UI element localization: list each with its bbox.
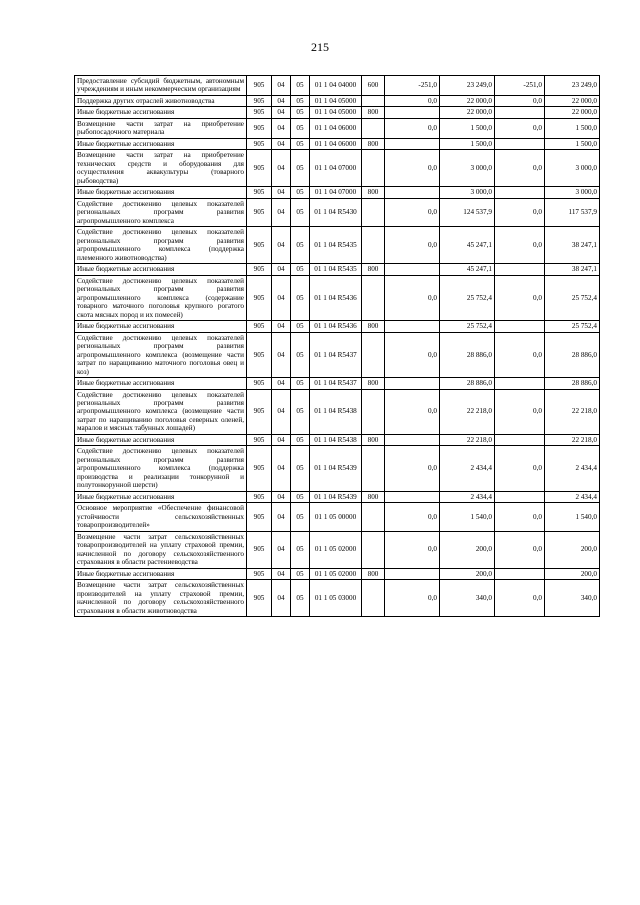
total-amount-1-cell: 45 247,1 <box>440 227 495 264</box>
total-amount-1-cell: 28 886,0 <box>440 332 495 377</box>
ved-code-cell: 905 <box>247 434 272 445</box>
ved-code-cell: 905 <box>247 264 272 275</box>
subsection-code-cell: 05 <box>291 446 310 491</box>
section-code-cell: 04 <box>272 150 291 187</box>
target-article-cell: 01 1 04 R5439 <box>310 446 362 491</box>
change-amount-1-cell: 0,0 <box>385 446 440 491</box>
ved-code-cell: 905 <box>247 95 272 106</box>
target-article-cell: 01 1 04 R5438 <box>310 389 362 434</box>
subsection-code-cell: 05 <box>291 187 310 198</box>
change-amount-1-cell: 0,0 <box>385 275 440 320</box>
row-name-cell: Возмещение части затрат на приобретение рыбопосадочного материала <box>75 118 247 138</box>
subsection-code-cell: 05 <box>291 76 310 96</box>
row-name-cell: Иные бюджетные ассигнования <box>75 378 247 389</box>
target-article-cell: 01 1 04 R5430 <box>310 198 362 226</box>
change-amount-1-cell: 0,0 <box>385 332 440 377</box>
section-code-cell: 04 <box>272 332 291 377</box>
expense-type-cell <box>362 503 385 531</box>
subsection-code-cell: 05 <box>291 378 310 389</box>
total-amount-1-cell: 1 500,0 <box>440 118 495 138</box>
row-name-cell: Иные бюджетные ассигнования <box>75 491 247 502</box>
change-amount-1-cell: 0,0 <box>385 227 440 264</box>
expense-type-cell: 800 <box>362 321 385 332</box>
subsection-code-cell: 05 <box>291 491 310 502</box>
table-body <box>75 76 600 617</box>
section-code-cell: 04 <box>272 580 291 617</box>
section-code-cell: 04 <box>272 138 291 149</box>
table-row <box>75 378 600 389</box>
target-article-cell: 01 1 04 R5436 <box>310 321 362 332</box>
expense-type-cell: 800 <box>362 138 385 149</box>
ved-code-cell: 905 <box>247 187 272 198</box>
expense-type-cell <box>362 95 385 106</box>
total-amount-2-cell: 38 247,1 <box>545 264 600 275</box>
section-code-cell: 04 <box>272 389 291 434</box>
total-amount-1-cell: 28 886,0 <box>440 378 495 389</box>
section-code-cell: 04 <box>272 378 291 389</box>
ved-code-cell: 905 <box>247 150 272 187</box>
ved-code-cell: 905 <box>247 389 272 434</box>
total-amount-2-cell: 25 752,4 <box>545 321 600 332</box>
total-amount-2-cell: 2 434,4 <box>545 446 600 491</box>
expense-type-cell: 800 <box>362 378 385 389</box>
section-code-cell: 04 <box>272 446 291 491</box>
target-article-cell: 01 1 04 R5438 <box>310 434 362 445</box>
ved-code-cell: 905 <box>247 378 272 389</box>
total-amount-1-cell: 200,0 <box>440 568 495 579</box>
change-amount-1-cell <box>385 434 440 445</box>
section-code-cell: 04 <box>272 568 291 579</box>
subsection-code-cell: 05 <box>291 580 310 617</box>
change-amount-1-cell <box>385 568 440 579</box>
row-name-cell: Содействие достижению целевых показателей региональных программ развития агропромышленного комплекса (поддержка производства и реализации тонкорунной и полутонкорунной шерсти) <box>75 446 247 491</box>
table-row <box>75 95 600 106</box>
change-amount-1-cell: -251,0 <box>385 76 440 96</box>
ved-code-cell: 905 <box>247 275 272 320</box>
total-amount-2-cell: 340,0 <box>545 580 600 617</box>
section-code-cell: 04 <box>272 531 291 568</box>
table-row <box>75 275 600 320</box>
target-article-cell: 01 1 04 07000 <box>310 187 362 198</box>
section-code-cell: 04 <box>272 107 291 118</box>
ved-code-cell: 905 <box>247 107 272 118</box>
expense-type-cell <box>362 198 385 226</box>
change-amount-1-cell <box>385 321 440 332</box>
change-amount-2-cell: 0,0 <box>495 118 545 138</box>
table-row <box>75 198 600 226</box>
change-amount-2-cell <box>495 378 545 389</box>
total-amount-1-cell: 124 537,9 <box>440 198 495 226</box>
expense-type-cell <box>362 150 385 187</box>
total-amount-2-cell: 25 752,4 <box>545 275 600 320</box>
row-name-cell: Содействие достижению целевых показателей региональных программ развития агропромышленного комплекса (содержание товарного маточного поголовья крупного рогатого скота мясных пород и их помесей) <box>75 275 247 320</box>
total-amount-2-cell: 1 500,0 <box>545 118 600 138</box>
expense-type-cell <box>362 118 385 138</box>
row-name-cell: Возмещение части затрат сельскохозяйственных товаропроизводителей на уплату страховой премии, начисленной по договору сельскохозяйственного страхования в области растениеводства <box>75 531 247 568</box>
total-amount-2-cell: 1 540,0 <box>545 503 600 531</box>
change-amount-1-cell: 0,0 <box>385 95 440 106</box>
subsection-code-cell: 05 <box>291 531 310 568</box>
section-code-cell: 04 <box>272 321 291 332</box>
ved-code-cell: 905 <box>247 76 272 96</box>
total-amount-2-cell: 3 000,0 <box>545 150 600 187</box>
target-article-cell: 01 1 04 R5435 <box>310 227 362 264</box>
table-row <box>75 187 600 198</box>
change-amount-2-cell: 0,0 <box>495 389 545 434</box>
target-article-cell: 01 1 05 02000 <box>310 531 362 568</box>
subsection-code-cell: 05 <box>291 321 310 332</box>
subsection-code-cell: 05 <box>291 503 310 531</box>
row-name-cell: Иные бюджетные ассигнования <box>75 321 247 332</box>
section-code-cell: 04 <box>272 491 291 502</box>
total-amount-1-cell: 22 000,0 <box>440 95 495 106</box>
total-amount-2-cell: 3 000,0 <box>545 187 600 198</box>
subsection-code-cell: 05 <box>291 332 310 377</box>
target-article-cell: 01 1 04 05000 <box>310 95 362 106</box>
total-amount-1-cell: 23 249,0 <box>440 76 495 96</box>
expense-type-cell: 800 <box>362 434 385 445</box>
row-name-cell: Основное мероприятие «Обеспечение финансовой устойчивости сельскохозяйственных товаропроизводителей» <box>75 503 247 531</box>
page-number: 215 <box>311 40 329 54</box>
row-name-cell: Предоставление субсидий бюджетным, автономным учреждениям и иным некоммерческим организациям <box>75 76 247 96</box>
subsection-code-cell: 05 <box>291 107 310 118</box>
change-amount-2-cell: 0,0 <box>495 95 545 106</box>
subsection-code-cell: 05 <box>291 118 310 138</box>
section-code-cell: 04 <box>272 275 291 320</box>
subsection-code-cell: 05 <box>291 389 310 434</box>
table-row <box>75 107 600 118</box>
total-amount-2-cell: 22 000,0 <box>545 107 600 118</box>
total-amount-2-cell: 28 886,0 <box>545 378 600 389</box>
total-amount-2-cell: 38 247,1 <box>545 227 600 264</box>
change-amount-1-cell <box>385 187 440 198</box>
expense-type-cell <box>362 227 385 264</box>
ved-code-cell: 905 <box>247 531 272 568</box>
change-amount-1-cell <box>385 378 440 389</box>
target-article-cell: 01 1 05 00000 <box>310 503 362 531</box>
total-amount-1-cell: 45 247,1 <box>440 264 495 275</box>
expense-type-cell: 800 <box>362 187 385 198</box>
change-amount-2-cell: 0,0 <box>495 332 545 377</box>
table-row <box>75 332 600 377</box>
change-amount-1-cell: 0,0 <box>385 531 440 568</box>
total-amount-1-cell: 200,0 <box>440 531 495 568</box>
section-code-cell: 04 <box>272 264 291 275</box>
section-code-cell: 04 <box>272 187 291 198</box>
total-amount-2-cell: 2 434,4 <box>545 491 600 502</box>
ved-code-cell: 905 <box>247 198 272 226</box>
target-article-cell: 01 1 04 R5435 <box>310 264 362 275</box>
change-amount-2-cell: 0,0 <box>495 198 545 226</box>
ved-code-cell: 905 <box>247 491 272 502</box>
table-row <box>75 118 600 138</box>
total-amount-1-cell: 22 218,0 <box>440 389 495 434</box>
subsection-code-cell: 05 <box>291 568 310 579</box>
change-amount-1-cell: 0,0 <box>385 503 440 531</box>
subsection-code-cell: 05 <box>291 275 310 320</box>
change-amount-2-cell: 0,0 <box>495 531 545 568</box>
target-article-cell: 01 1 04 04000 <box>310 76 362 96</box>
total-amount-2-cell: 22 218,0 <box>545 389 600 434</box>
table-row <box>75 434 600 445</box>
expense-type-cell: 800 <box>362 491 385 502</box>
table-row <box>75 227 600 264</box>
section-code-cell: 04 <box>272 227 291 264</box>
expense-type-cell <box>362 389 385 434</box>
change-amount-1-cell <box>385 138 440 149</box>
row-name-cell: Иные бюджетные ассигнования <box>75 568 247 579</box>
table-row <box>75 264 600 275</box>
target-article-cell: 01 1 05 03000 <box>310 580 362 617</box>
total-amount-2-cell: 22 000,0 <box>545 95 600 106</box>
change-amount-2-cell <box>495 187 545 198</box>
total-amount-2-cell: 1 500,0 <box>545 138 600 149</box>
subsection-code-cell: 05 <box>291 227 310 264</box>
change-amount-2-cell: -251,0 <box>495 76 545 96</box>
row-name-cell: Содействие достижению целевых показателей региональных программ развития агропромышленного комплекса <box>75 198 247 226</box>
ved-code-cell: 905 <box>247 568 272 579</box>
total-amount-1-cell: 22 218,0 <box>440 434 495 445</box>
total-amount-1-cell: 1 500,0 <box>440 138 495 149</box>
expense-type-cell <box>362 275 385 320</box>
ved-code-cell: 905 <box>247 446 272 491</box>
total-amount-2-cell: 28 886,0 <box>545 332 600 377</box>
total-amount-1-cell: 22 000,0 <box>440 107 495 118</box>
row-name-cell: Иные бюджетные ассигнования <box>75 264 247 275</box>
table-row <box>75 389 600 434</box>
change-amount-2-cell <box>495 264 545 275</box>
total-amount-2-cell: 22 218,0 <box>545 434 600 445</box>
row-name-cell: Иные бюджетные ассигнования <box>75 187 247 198</box>
change-amount-2-cell <box>495 107 545 118</box>
row-name-cell: Поддержка других отраслей животноводства <box>75 95 247 106</box>
target-article-cell: 01 1 04 R5436 <box>310 275 362 320</box>
section-code-cell: 04 <box>272 95 291 106</box>
subsection-code-cell: 05 <box>291 264 310 275</box>
row-name-cell: Содействие достижению целевых показателей региональных программ развития агропромышленного комплекса (возмещение части затрат по наращиванию маточного поголовья овец и коз) <box>75 332 247 377</box>
total-amount-1-cell: 2 434,4 <box>440 491 495 502</box>
change-amount-2-cell: 0,0 <box>495 227 545 264</box>
expense-type-cell: 600 <box>362 76 385 96</box>
target-article-cell: 01 1 04 06000 <box>310 138 362 149</box>
table-row <box>75 491 600 502</box>
total-amount-2-cell: 200,0 <box>545 568 600 579</box>
ved-code-cell: 905 <box>247 227 272 264</box>
row-name-cell: Возмещение части затрат сельскохозяйственных производителей на уплату страховой премии, начисленной по договору сельскохозяйственного страхования в области животноводства <box>75 580 247 617</box>
subsection-code-cell: 05 <box>291 198 310 226</box>
ved-code-cell: 905 <box>247 118 272 138</box>
change-amount-1-cell: 0,0 <box>385 118 440 138</box>
section-code-cell: 04 <box>272 76 291 96</box>
change-amount-1-cell <box>385 491 440 502</box>
total-amount-1-cell: 3 000,0 <box>440 150 495 187</box>
subsection-code-cell: 05 <box>291 150 310 187</box>
total-amount-2-cell: 200,0 <box>545 531 600 568</box>
expense-type-cell <box>362 531 385 568</box>
table-row <box>75 568 600 579</box>
row-name-cell: Иные бюджетные ассигнования <box>75 434 247 445</box>
change-amount-2-cell: 0,0 <box>495 503 545 531</box>
change-amount-2-cell: 0,0 <box>495 275 545 320</box>
total-amount-2-cell: 117 537,9 <box>545 198 600 226</box>
change-amount-2-cell: 0,0 <box>495 580 545 617</box>
table-row <box>75 531 600 568</box>
subsection-code-cell: 05 <box>291 95 310 106</box>
target-article-cell: 01 1 04 R5437 <box>310 378 362 389</box>
change-amount-2-cell <box>495 568 545 579</box>
total-amount-1-cell: 340,0 <box>440 580 495 617</box>
target-article-cell: 01 1 04 06000 <box>310 118 362 138</box>
change-amount-2-cell <box>495 138 545 149</box>
row-name-cell: Содействие достижению целевых показателей региональных программ развития агропромышленного комплекса (возмещение части затрат по наращиванию поголовья северных оленей, маралов и мясных табунных лошадей) <box>75 389 247 434</box>
table-row <box>75 150 600 187</box>
section-code-cell: 04 <box>272 434 291 445</box>
section-code-cell: 04 <box>272 503 291 531</box>
change-amount-1-cell: 0,0 <box>385 389 440 434</box>
expense-type-cell <box>362 446 385 491</box>
total-amount-1-cell: 3 000,0 <box>440 187 495 198</box>
table-row <box>75 503 600 531</box>
change-amount-1-cell: 0,0 <box>385 198 440 226</box>
change-amount-1-cell <box>385 107 440 118</box>
row-name-cell: Содействие достижению целевых показателей региональных программ развития агропромышленного комплекса (поддержка племенного животноводства) <box>75 227 247 264</box>
change-amount-2-cell <box>495 491 545 502</box>
subsection-code-cell: 05 <box>291 138 310 149</box>
change-amount-2-cell: 0,0 <box>495 446 545 491</box>
change-amount-2-cell <box>495 321 545 332</box>
total-amount-1-cell: 25 752,4 <box>440 275 495 320</box>
table-row <box>75 446 600 491</box>
table-row <box>75 321 600 332</box>
target-article-cell: 01 1 04 05000 <box>310 107 362 118</box>
table-row <box>75 138 600 149</box>
change-amount-1-cell: 0,0 <box>385 580 440 617</box>
ved-code-cell: 905 <box>247 138 272 149</box>
expense-type-cell <box>362 332 385 377</box>
change-amount-2-cell <box>495 434 545 445</box>
row-name-cell: Иные бюджетные ассигнования <box>75 107 247 118</box>
ved-code-cell: 905 <box>247 332 272 377</box>
change-amount-2-cell: 0,0 <box>495 150 545 187</box>
section-code-cell: 04 <box>272 118 291 138</box>
expense-type-cell: 800 <box>362 264 385 275</box>
total-amount-1-cell: 25 752,4 <box>440 321 495 332</box>
change-amount-1-cell <box>385 264 440 275</box>
total-amount-1-cell: 2 434,4 <box>440 446 495 491</box>
ved-code-cell: 905 <box>247 503 272 531</box>
table-row <box>75 76 600 96</box>
subsection-code-cell: 05 <box>291 434 310 445</box>
target-article-cell: 01 1 04 07000 <box>310 150 362 187</box>
total-amount-1-cell: 1 540,0 <box>440 503 495 531</box>
table-row <box>75 580 600 617</box>
budget-table <box>74 75 600 617</box>
target-article-cell: 01 1 04 R5437 <box>310 332 362 377</box>
row-name-cell: Иные бюджетные ассигнования <box>75 138 247 149</box>
target-article-cell: 01 1 04 R5439 <box>310 491 362 502</box>
expense-type-cell: 800 <box>362 107 385 118</box>
expense-type-cell <box>362 580 385 617</box>
expense-type-cell: 800 <box>362 568 385 579</box>
ved-code-cell: 905 <box>247 580 272 617</box>
row-name-cell: Возмещение части затрат на приобретение технических средств и оборудования для осуществления аквакультуры (товарного рыбоводства) <box>75 150 247 187</box>
section-code-cell: 04 <box>272 198 291 226</box>
total-amount-2-cell: 23 249,0 <box>545 76 600 96</box>
target-article-cell: 01 1 05 02000 <box>310 568 362 579</box>
change-amount-1-cell: 0,0 <box>385 150 440 187</box>
ved-code-cell: 905 <box>247 321 272 332</box>
